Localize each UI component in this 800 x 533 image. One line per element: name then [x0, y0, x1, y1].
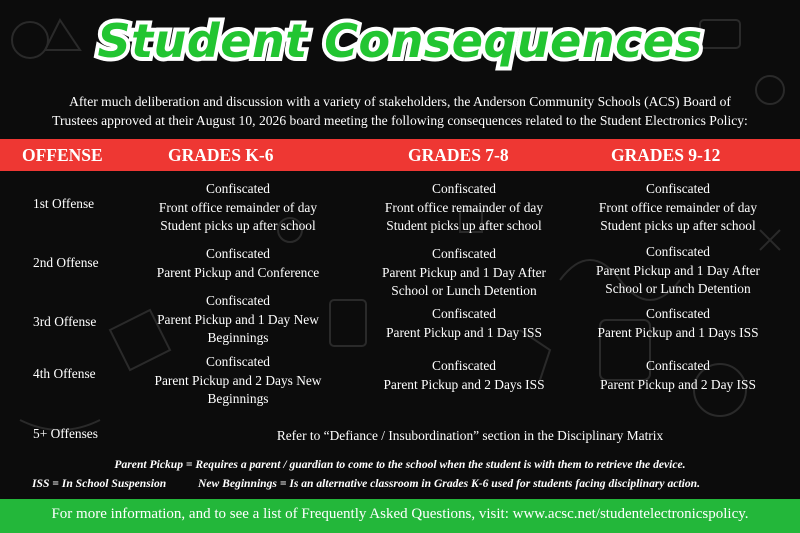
- note-iss: ISS = In School Suspension: [32, 477, 167, 490]
- offense-label: 2nd Offense: [33, 255, 99, 270]
- cell-9-12: Confiscated Parent Pickup and 1 Day After School or Lunch Detention: [596, 244, 760, 296]
- offense-label: 1st Offense: [33, 196, 95, 211]
- offense-label: 5+ Offenses: [33, 426, 98, 441]
- cell-7-8: Confiscated Parent Pickup and 2 Days ISS: [383, 358, 545, 392]
- note-new-beginnings: New Beginnings = Is an alternative classroom in Grades K-6 used for students facing disciplinary action.: [198, 477, 700, 490]
- page-title: Student Consequences: [97, 14, 703, 68]
- header-grades-9-12: GRADES 9-12: [611, 145, 721, 165]
- intro-line: Trustees approved at their August 10, 2026 board meeting the following consequences related to the Student Electronics Policy:: [52, 113, 748, 128]
- cell-9-12: Confiscated Front office remainder of day Student picks up after school: [598, 181, 758, 233]
- offense-label: 4th Offense: [33, 366, 96, 381]
- offense-label: 3rd Offense: [33, 314, 97, 329]
- header-grades-k6: GRADES K-6: [168, 145, 274, 165]
- header-grades-7-8: GRADES 7-8: [408, 145, 509, 165]
- cell-k6: Confiscated Parent Pickup and 1 Day New Beginnings: [157, 293, 319, 345]
- intro-paragraph: [20, 92, 780, 130]
- header-offense: OFFENSE: [22, 145, 103, 165]
- cell-7-8: Confiscated Front office remainder of day Student picks up after school: [384, 181, 544, 233]
- cell-7-8: Confiscated Parent Pickup and 1 Day After School or Lunch Detention: [382, 246, 546, 298]
- note-parent-pickup: Parent Pickup = Requires a parent / guardian to come to the school when the student is with them to retrieve the device.: [114, 458, 686, 471]
- footer-link-text[interactable]: For more information, and to see a list of Frequently Asked Questions, visit: www.acsc.net/studentelectronicspolicy.: [51, 506, 749, 522]
- cell-k6: Confiscated Parent Pickup and Conference: [156, 246, 320, 280]
- five-plus-text: Refer to “Defiance / Insubordination” section in the Disciplinary Matrix: [276, 428, 664, 443]
- cell-k6: Confiscated Parent Pickup and 2 Days New Beginnings: [154, 354, 322, 406]
- intro-line: After much deliberation and discussion with a variety of stakeholders, the Anderson Community Schools (ACS) Board of: [69, 94, 731, 109]
- cell-7-8: Confiscated Parent Pickup and 1 Day ISS: [386, 306, 542, 340]
- cell-k6: Confiscated Front office remainder of day Student picks up after school: [158, 181, 318, 233]
- cell-9-12: Confiscated Parent Pickup and 2 Day ISS: [600, 358, 756, 392]
- cell-9-12: Confiscated Parent Pickup and 1 Days ISS: [597, 306, 759, 340]
